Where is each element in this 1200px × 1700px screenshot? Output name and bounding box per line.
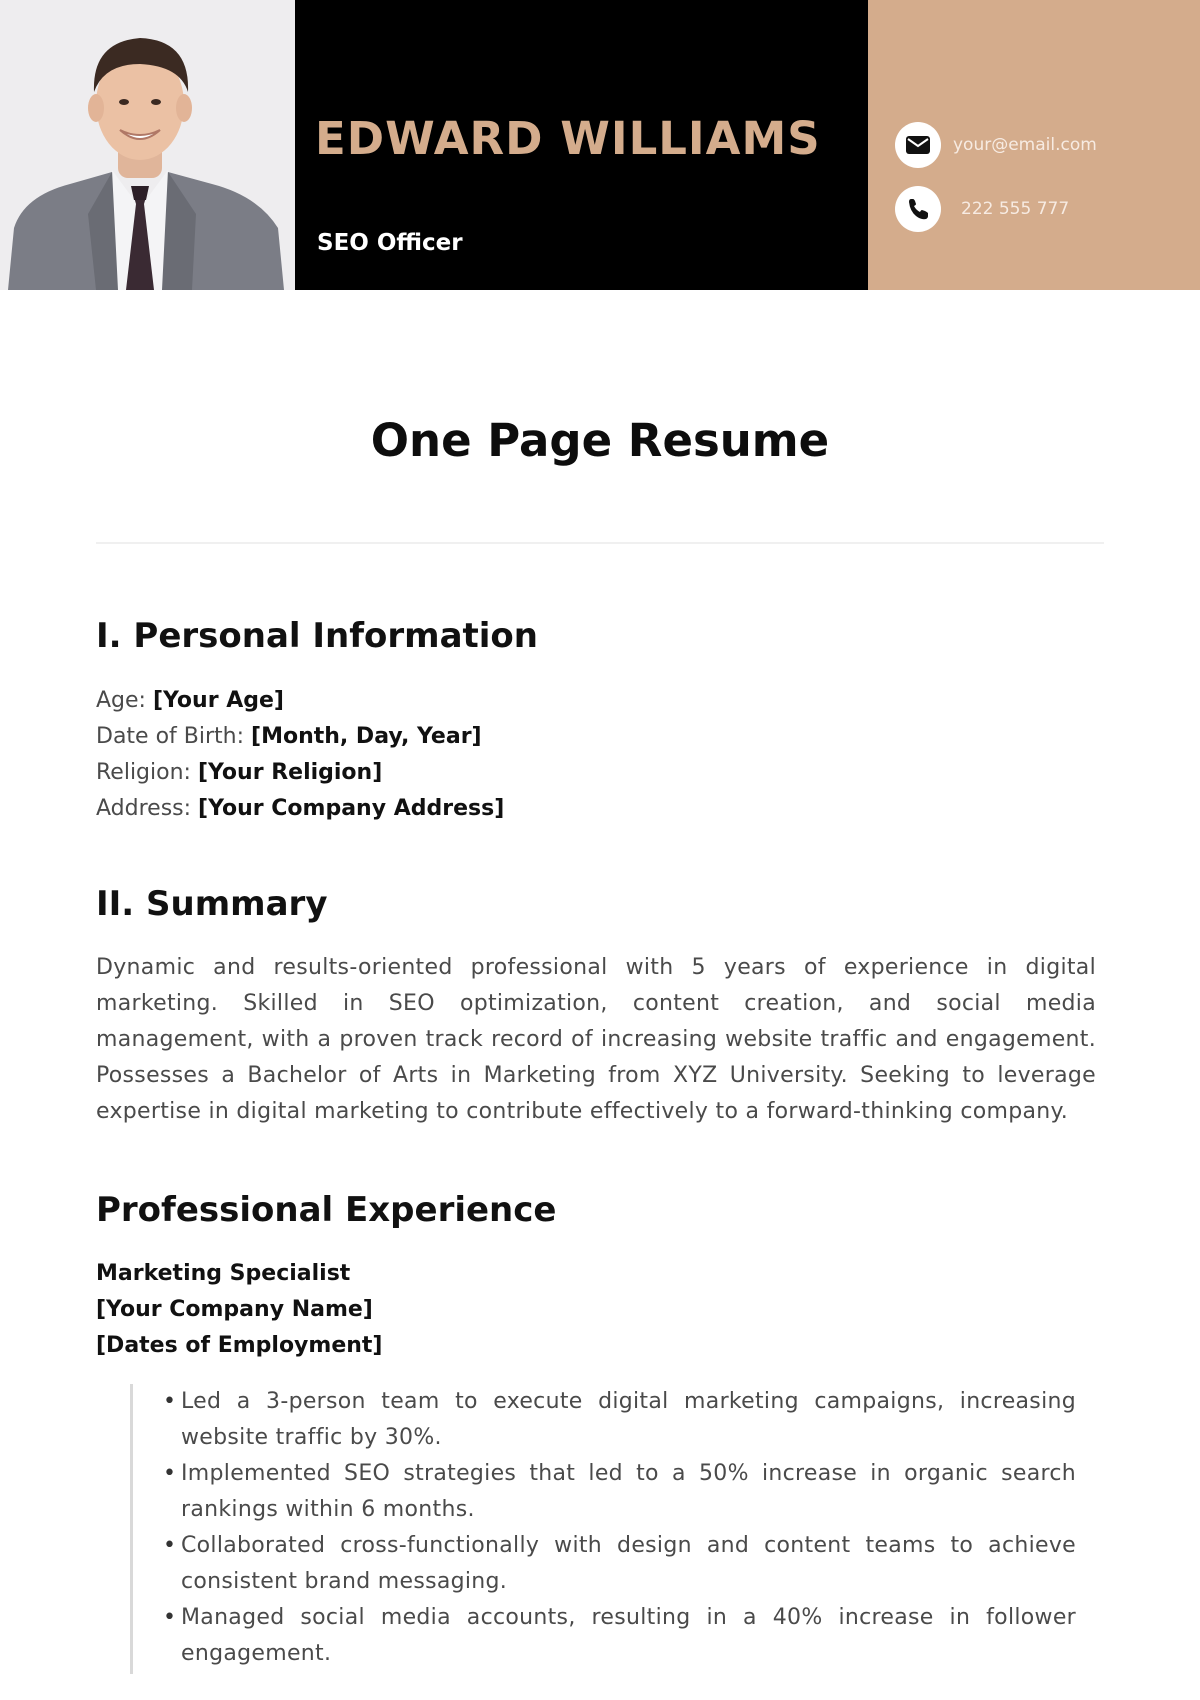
document-title: One Page Resume	[370, 414, 830, 467]
info-label: Age:	[96, 688, 146, 713]
info-label: Date of Birth:	[96, 724, 245, 749]
phone-text: 222 555 777	[961, 199, 1070, 219]
job-dates: [Dates of Employment]	[96, 1333, 383, 1358]
list-item: • Managed social media accounts, resulting in a 40% increase in follower engagement.	[163, 1600, 1076, 1672]
name-panel	[295, 0, 868, 290]
info-label: Address:	[96, 796, 192, 821]
job-role: Marketing Specialist	[96, 1261, 351, 1286]
resume-header	[0, 0, 1200, 290]
portrait-illustration	[0, 0, 295, 290]
info-label: Religion:	[96, 760, 191, 785]
envelope-icon	[895, 122, 941, 168]
info-row-address	[96, 791, 504, 827]
info-row-dob	[96, 719, 504, 755]
contact-panel	[868, 0, 1200, 290]
achievement-list	[130, 1384, 1076, 1674]
phone-contact	[895, 186, 1069, 232]
info-row-religion	[96, 755, 504, 791]
info-value: [Month, Day, Year]	[251, 724, 482, 749]
info-value: [Your Age]	[152, 688, 284, 713]
job-entry	[96, 1256, 382, 1364]
full-name: EDWARD WILLIAMS	[315, 112, 821, 165]
phone-icon	[895, 186, 941, 232]
email-text: your@email.com	[953, 135, 1097, 155]
summary-heading: II. Summary	[96, 884, 328, 924]
title-divider	[96, 542, 1104, 544]
experience-heading: Professional Experience	[96, 1190, 557, 1230]
job-title: SEO Officer	[317, 230, 463, 256]
personal-info-heading: I. Personal Information	[96, 616, 538, 656]
list-item: • Led a 3-person team to execute digital marketing campaigns, increasing website traffic by 30%.	[163, 1384, 1076, 1456]
profile-photo	[0, 0, 295, 290]
info-row-age	[96, 683, 504, 719]
summary-text: Dynamic and results-oriented professional with 5 years of experience in digital marketing. Skilled in SEO optimization, content creation, and social media management, with a proven track record of increasing website traffic and engagement. Possesses a Bachelor of Arts in Marketing from XYZ University. Seeking to leverage expertise in digital marketing to contribute effectively to a forward-thinking company.	[96, 955, 1096, 1124]
job-company: [Your Company Name]	[96, 1297, 373, 1322]
info-value: [Your Religion]	[197, 760, 383, 785]
email-contact	[895, 122, 1097, 168]
info-value: [Your Company Address]	[198, 796, 505, 821]
list-item: • Collaborated cross-functionally with design and content teams to achieve consistent brand messaging.	[163, 1528, 1076, 1600]
personal-info-list	[96, 683, 504, 827]
list-item: • Implemented SEO strategies that led to a 50% increase in organic search rankings within 6 months.	[163, 1456, 1076, 1528]
